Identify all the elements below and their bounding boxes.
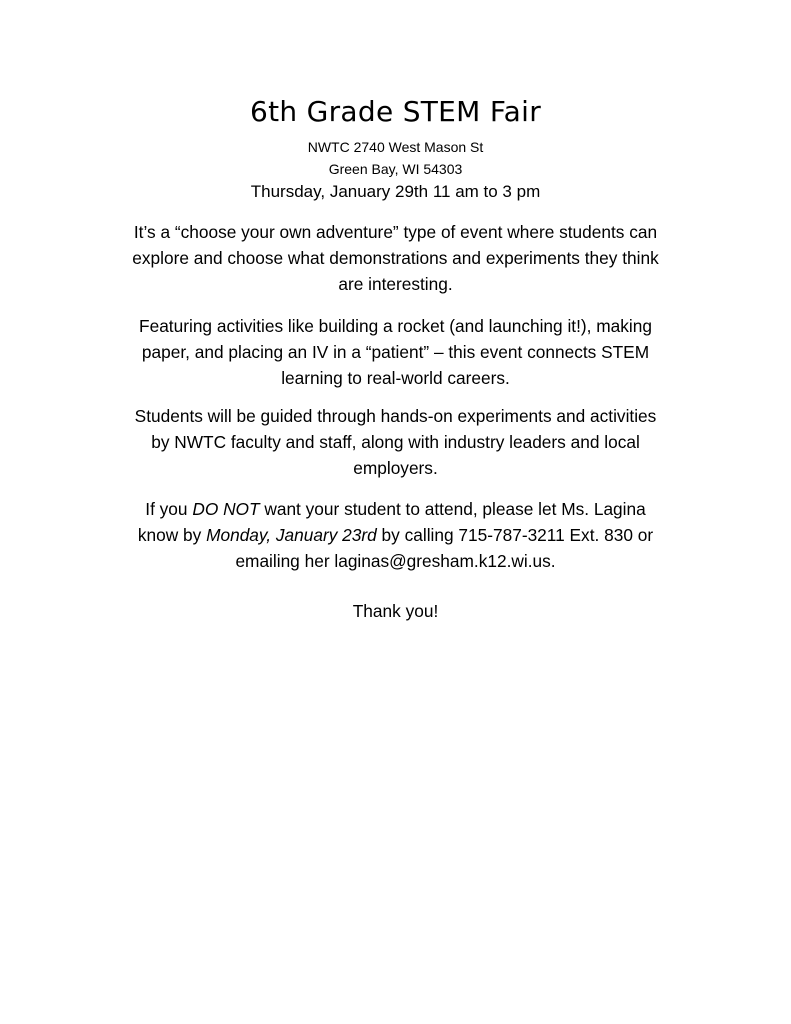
address-line-2: Green Bay, WI 54303 [328, 161, 463, 177]
paragraph-line: employers. [353, 458, 438, 478]
paragraph-line: Students will be guided through hands-on experiments and activities [134, 406, 657, 426]
paragraph-line: explore and choose what demonstrations and experiments they think [132, 248, 659, 268]
paragraph-line: emailing her laginas@gresham.k12.wi.us. [235, 551, 556, 571]
opt-out-paragraph [90, 496, 701, 574]
event-datetime: Thursday, January 29th 11 am to 3 pm [250, 182, 541, 201]
guidance-paragraph [90, 403, 701, 481]
deadline-date: Monday, January 23rd [206, 525, 377, 545]
page-title: 6th Grade STEM Fair [249, 95, 542, 128]
paragraph-line: Featuring activities like building a rocket (and launching it!), making [139, 316, 652, 336]
intro-paragraph [90, 219, 701, 297]
paragraph-line: paper, and placing an IV in a “patient” – this event connects STEM [141, 342, 650, 362]
address-line-1: NWTC 2740 West Mason St [307, 139, 484, 155]
emphasis-text: DO NOT [192, 499, 260, 519]
text-run: by calling 715-787-3211 Ext. 830 or [376, 525, 654, 545]
text-run: know by [137, 525, 207, 545]
paragraph-line: It’s a “choose your own adventure” type of event where students can [133, 222, 658, 242]
paragraph-line: learning to real-world careers. [281, 368, 510, 388]
text-run: If you [145, 499, 193, 519]
text-run: want your student to attend, please let Ms. Lagina [259, 499, 646, 519]
paragraph-line [90, 522, 701, 548]
paragraph-line: by NWTC faculty and staff, along with industry leaders and local [151, 432, 640, 452]
paragraph-line [90, 496, 701, 522]
paragraph-line: are interesting. [338, 274, 453, 294]
activities-paragraph [90, 313, 701, 391]
closing-text: Thank you! [352, 601, 439, 621]
